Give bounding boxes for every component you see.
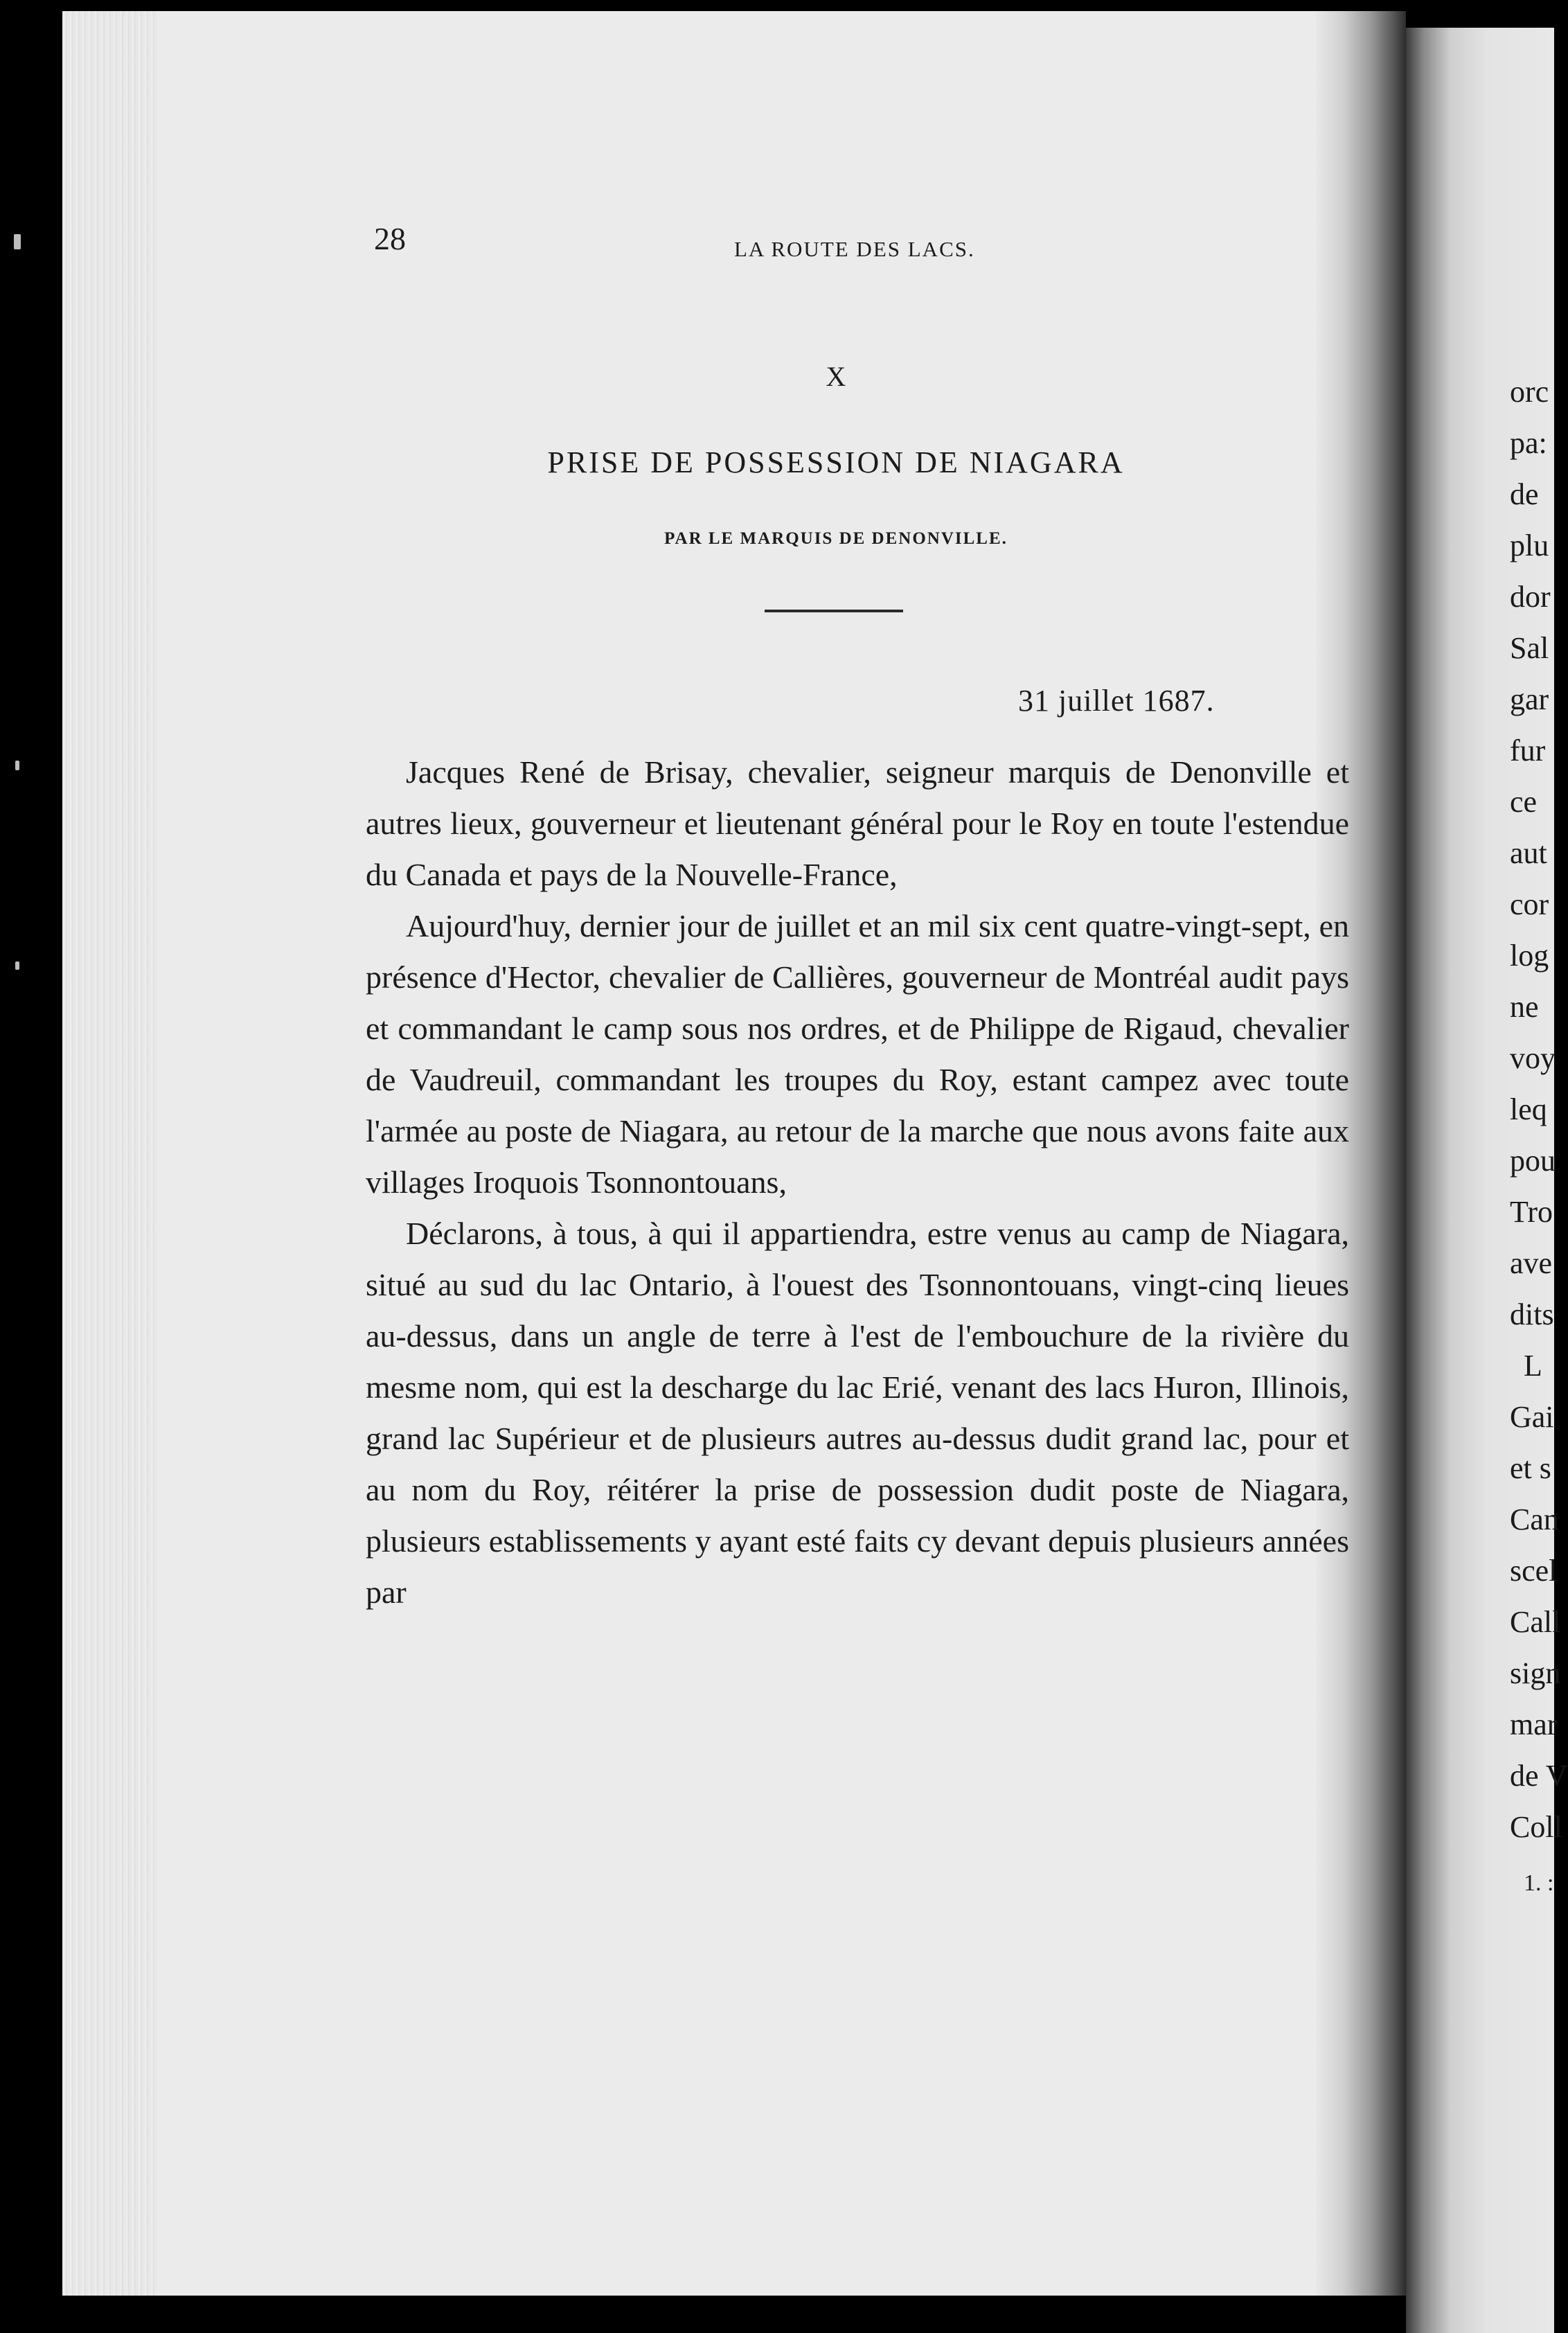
facing-page-line: plu <box>1510 529 1549 562</box>
facing-page-line: log <box>1510 939 1549 973</box>
facing-page-line: Sal <box>1510 631 1549 665</box>
facing-page-line: Tro <box>1510 1195 1553 1229</box>
paragraph: Jacques René de Brisay, chevalier, seigneur marquis de Denonville et autres lieux, gouverneur et lieutenant général pour le Roy en toute l'estendue du Canada et pays de la Nouvelle-France, <box>366 754 1349 892</box>
facing-page-line: de <box>1510 477 1539 511</box>
facing-page-line: et s <box>1510 1451 1551 1485</box>
chapter-subtitle: PAR LE MARQUIS DE DENONVILLE. <box>664 529 1008 548</box>
facing-page-line: ce <box>1510 785 1538 819</box>
facing-page-line: Can <box>1510 1502 1559 1536</box>
scanner-edge-mark <box>14 234 21 249</box>
document-date: 31 juillet 1687. <box>1018 684 1215 718</box>
facing-page-line: voy <box>1510 1041 1556 1075</box>
facing-page-line: ne <box>1510 990 1539 1024</box>
running-title: LA ROUTE DES LACS. <box>734 237 975 261</box>
paragraph: Déclarons, à tous, à qui il appartiendra, estre venus au camp de Niagara, situé au sud du lac Ontario, à l'ouest des Tsonnontouans, vingt-cinq lieues au-dessus, dans un angle de terre à l'est de l'embouchure de la rivière du mesme nom, qui est la descharge du lac Erié, venant des lacs Huron, Illinois, grand lac Supérieur et de plusieurs autres au-dessus dudit grand lac, pour et au nom du Roy, réitérer la prise de possession dudit poste de Niagara, plusieurs establissements y ayant esté faits cy devant depuis plusieurs années par <box>366 1216 1349 1610</box>
title-rule <box>765 610 903 612</box>
facing-page-line: dor <box>1510 580 1551 614</box>
facing-page-line: L <box>1524 1349 1542 1383</box>
facing-page-line: cor <box>1510 887 1549 921</box>
facing-page-line: ave <box>1510 1246 1553 1280</box>
facing-page-line: pa: <box>1510 426 1547 460</box>
scanner-edge-mark <box>15 961 19 970</box>
facing-page-line: Coll <box>1510 1810 1562 1844</box>
page-stack-edges <box>62 11 159 2296</box>
facing-page-line: aut <box>1510 836 1547 870</box>
facing-page-line: Call <box>1510 1605 1561 1639</box>
facing-page-line: 1. : <box>1524 1870 1554 1896</box>
facing-page-line: Gai <box>1510 1400 1554 1434</box>
facing-page-line: sign <box>1510 1656 1561 1690</box>
chapter-title: PRISE DE POSSESSION DE NIAGARA <box>547 445 1125 479</box>
facing-page-line: leq <box>1510 1092 1547 1126</box>
scanner-edge-mark <box>15 761 19 770</box>
chapter-number: X <box>826 361 846 392</box>
facing-page-line: pou <box>1510 1144 1556 1178</box>
page-number: 28 <box>374 221 406 256</box>
facing-page-line: de V <box>1510 1759 1568 1793</box>
facing-page-line: dits <box>1510 1297 1554 1331</box>
paragraph: Aujourd'huy, dernier jour de juillet et an mil six cent quatre-vingt-sept, en présence d'Hector, chevalier de Callières, gouverneur de Montréal audit pays et commandant le camp sous nos ordres, et de Philippe de Rigaud, chevalier de Vaudreuil, commandant les troupes du Roy, estant campez avec toute l'armée au poste de Niagara, au retour de la marche que nous avons faite aux villages Iroquois Tsonnontouans, <box>366 908 1349 1200</box>
facing-page-line: mar <box>1510 1707 1558 1741</box>
facing-page-line: gar <box>1510 682 1549 716</box>
facing-page-line: fur <box>1510 734 1546 768</box>
facing-page-line: scel <box>1510 1554 1558 1588</box>
body-text <box>366 747 1349 1618</box>
facing-page-line: orc <box>1510 375 1549 409</box>
facing-page-fragment <box>1406 28 1568 2333</box>
